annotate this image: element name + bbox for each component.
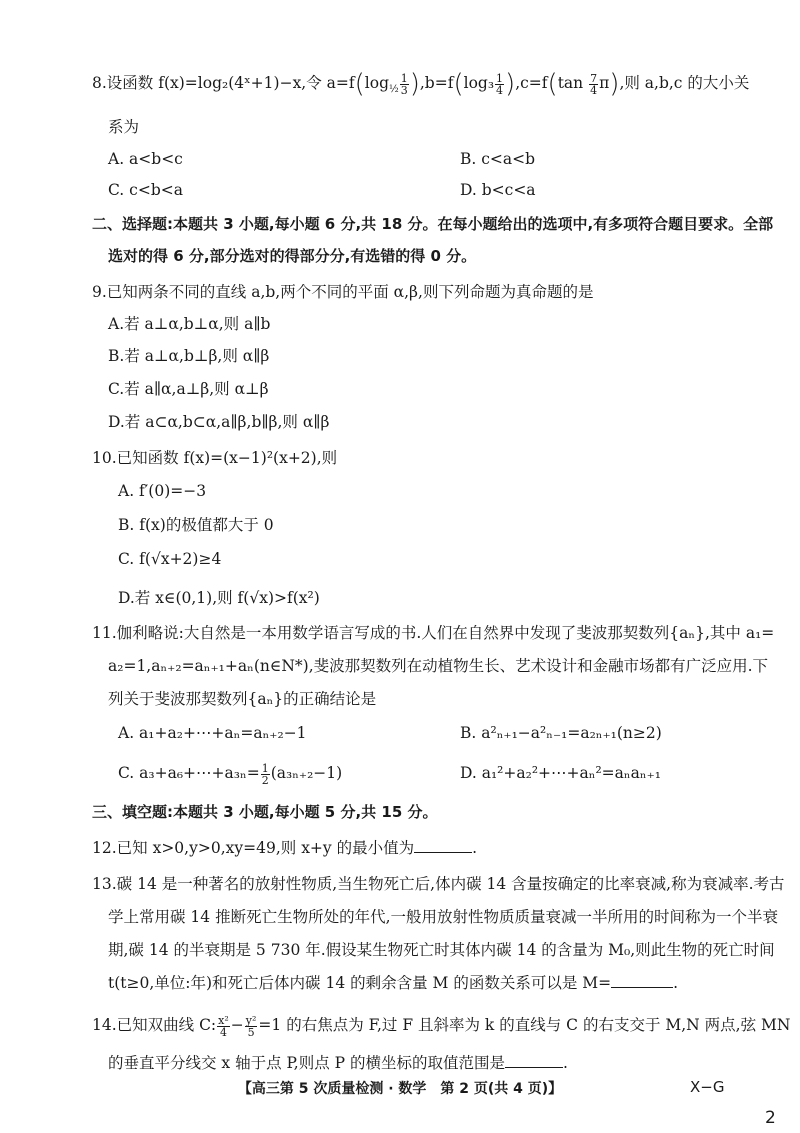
answer-blank[interactable] — [505, 1053, 563, 1068]
answer-blank[interactable] — [611, 973, 673, 988]
q13-stem-line4: t(t≥0,单位:年)和死亡后体内碳 14 的剩余含量 M 的函数关系可以是 M= . — [108, 974, 679, 992]
section-2-heading: 二、选择题:本题共 3 小题,每小题 6 分,共 18 分。在每小题给出的选项中,有多项符合题目要求。全部 — [92, 215, 774, 233]
q9-option-a: A.若 a⊥α,b⊥α,则 a∥b — [108, 315, 271, 333]
q9-stem: 9.已知两条不同的直线 a,b,两个不同的平面 α,β,则下列命题为真命题的是 — [92, 283, 594, 301]
q12-stem: 12.已知 x>0,y>0,xy=49,则 x+y 的最小值为 . — [92, 839, 478, 857]
q10-option-d: D.若 x∈(0,1),则 f(√x)>f(x²) — [118, 589, 320, 607]
q8-stem-line2: 系为 — [108, 118, 140, 136]
q13-stem-line2: 学上常用碳 14 推断死亡生物所处的年代,一般用放射性物质质量衰减一半所用的时间称为一个半衰 — [108, 908, 779, 926]
q11-option-c: C. a₃+a₆+⋯+a₃ₙ= $\frac{1}{2}$ (a₃ₙ₊₂−1) — [118, 761, 343, 787]
fraction: $\frac{1}{2}$ — [261, 761, 269, 787]
q8-option-a: A. a<b<c — [108, 150, 183, 168]
q8-option-b: B. c<a<b — [460, 150, 536, 168]
paper-code: X−G — [690, 1078, 725, 1096]
q11-stem-line3: 列关于斐波那契数列{aₙ}的正确结论是 — [108, 690, 377, 708]
q11-option-a: A. a₁+a₂+⋯+aₙ=aₙ₊₂−1 — [118, 724, 307, 742]
q9-option-c: C.若 a∥α,a⊥β,则 α⊥β — [108, 380, 269, 398]
q8-option-d: D. b<c<a — [460, 181, 536, 199]
q11-option-b: B. a²ₙ₊₁−a²ₙ₋₁=a₂ₙ₊₁(n≥2) — [460, 724, 662, 742]
q10-stem: 10.已知函数 f(x)=(x−1)²(x+2),则 — [92, 449, 338, 467]
q11-stem-line2: a₂=1,aₙ₊₂=aₙ₊₁+aₙ(n∈N*),斐波那契数列在动植物生长、艺术设计和金融市场都有广泛应用.下 — [108, 657, 769, 675]
q9-option-d: D.若 a⊂α,b⊂α,a∥β,b∥β,则 α∥β — [108, 413, 330, 431]
fraction: $\frac{7}{4}$ — [590, 71, 598, 97]
q11-stem-line1: 11.伽利略说:大自然是一本用数学语言写成的书.人们在自然界中发现了斐波那契数列{aₙ},其中 a₁= — [92, 624, 775, 642]
q13-stem-line3: 期,碳 14 的半衰期是 5 730 年.假设某生物死亡时其体内碳 14 的含量为 M₀,则此生物的死亡时间 — [108, 941, 775, 959]
q14-stem-line1: 14.已知双曲线 C: $\frac{\text{x²}}{4}$ − $\frac{\text{y²}}{5}$ =1 的右焦点为 F,过 F 且斜率为 k 的直线与 C 的右支交于 M,N 两点,弦 MN — [92, 1013, 791, 1039]
page-footer: 【高三第 5 次质量检测 · 数学 第 2 页(共 4 页)】 — [237, 1081, 563, 1097]
fraction: $\frac{\text{y²}}{5}$ — [245, 1013, 257, 1039]
fraction: $\frac{\text{x²}}{4}$ — [218, 1013, 229, 1039]
q10-option-b: B. f(x)的极值都大于 0 — [118, 516, 274, 534]
section-3-heading: 三、填空题:本题共 3 小题,每小题 5 分,共 15 分。 — [92, 803, 438, 821]
page-number: 2 — [765, 1108, 776, 1128]
q13-stem-line1: 13.碳 14 是一种著名的放射性物质,当生物死亡后,体内碳 14 含量按确定的比率衰减,称为衰减率.考古 — [92, 875, 785, 893]
q8-option-c: C. c<b<a — [108, 181, 183, 199]
q8-stem: 8.设函数 f(x)=log₂(4ˣ+1)−x,令 $a=f(\log_{\frac{1}{2}}$ $\frac{1}{3}$ ),b=f(log₃ $\frac{1}{4}$ ),c=f(tan $\frac{7}{4}$ π),则 a,b,c 的大小关 — [92, 69, 750, 99]
q10-option-c: C. f(√x+2)≥4 — [118, 550, 222, 568]
q14-stem-line2: 的垂直平分线交 x 轴于点 P,则点 P 的横坐标的取值范围是 . — [108, 1054, 568, 1072]
q11-option-d: D. a₁²+a₂²+⋯+aₙ²=aₙaₙ₊₁ — [460, 764, 661, 782]
q10-option-a: A. f′(0)=−3 — [118, 482, 207, 500]
q9-option-b: B.若 a⊥α,b⊥β,则 α∥β — [108, 347, 270, 365]
section-2-heading-line2: 选对的得 6 分,部分选对的得部分分,有选错的得 0 分。 — [108, 247, 477, 265]
fraction: $\frac{1}{4}$ — [496, 71, 504, 97]
answer-blank[interactable] — [414, 838, 472, 853]
fraction: $\frac{1}{3}$ — [400, 71, 408, 97]
